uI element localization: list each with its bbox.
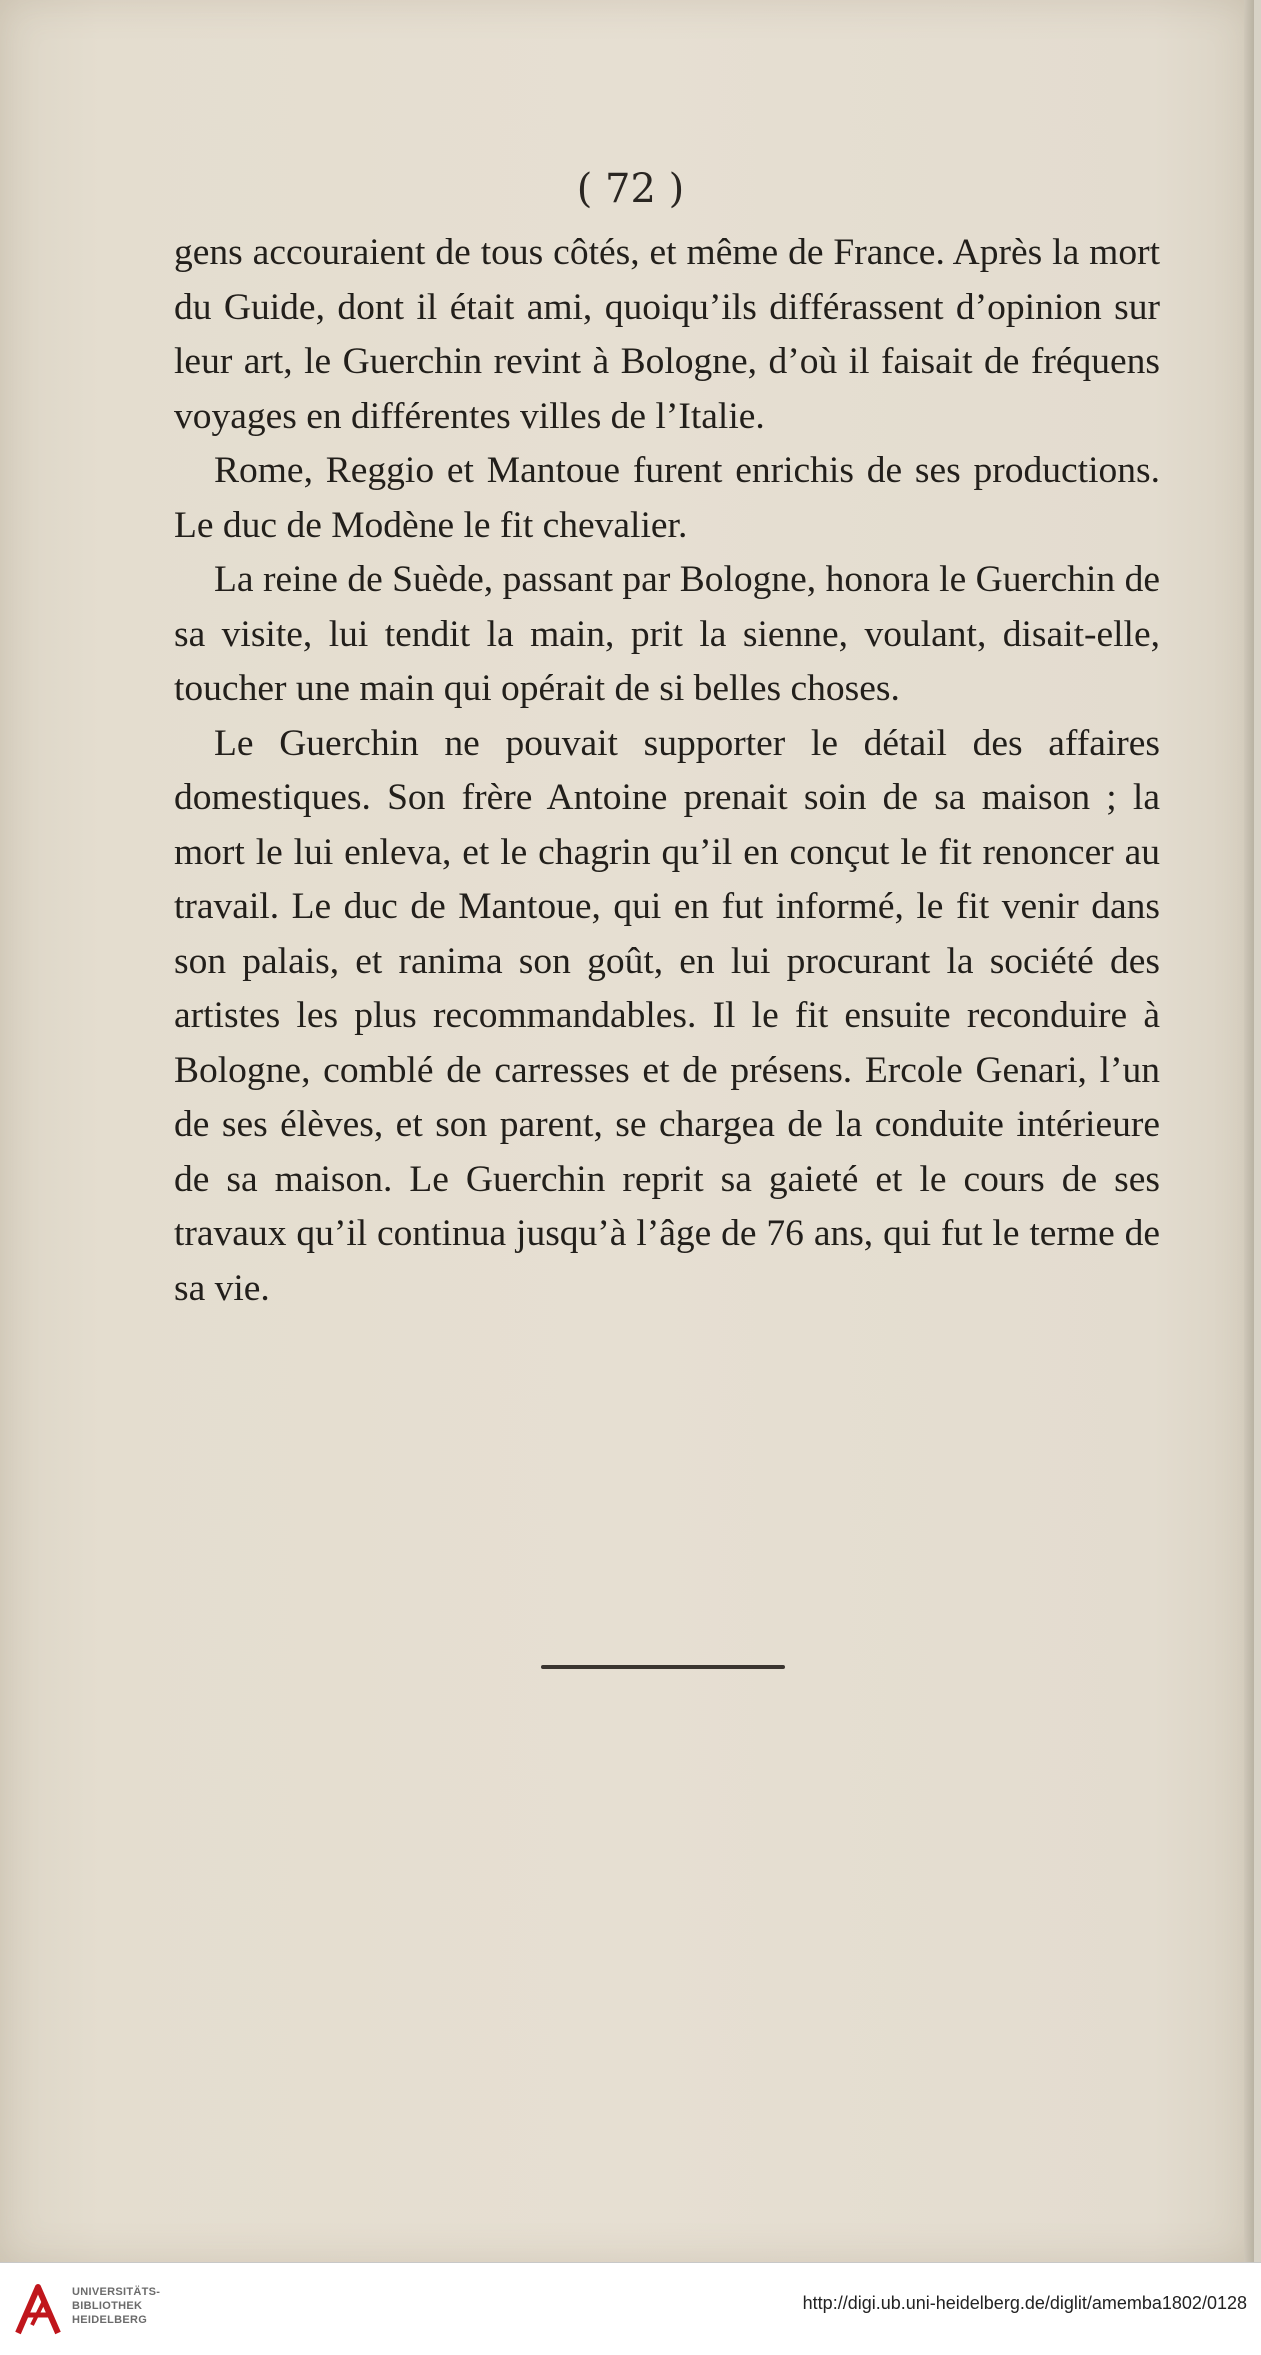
institution-line-1: UNIVERSITÄTS- [72, 2286, 161, 2298]
institution-name [72, 2285, 160, 2327]
institution-line-3: HEIDELBERG [72, 2314, 148, 2326]
paragraph-3: La reine de Suède, passant par Bologne, honora le Guerchin de sa visite, lui tendit la main, prit la sienne, voulant, disait-elle, toucher une main qui opérait de si belles choses. [174, 559, 1160, 709]
paragraph-4: Le Guerchin ne pouvait supporter le détail des affaires domestiques. Son frère Antoine prenait soin de sa maison ; la mort le lui enleva, et le chagrin qu’il en conçut le fit renoncer au travail. Le duc de Mantoue, qui en fut informé, le fit venir dans son palais, et ranima son goût, en lui procurant la société des artistes les plus recommandables. Il le fit ensuite reconduire à Bologne, comblé de carresses et de présens. Ercole Genari, l’un de ses élèves, et son parent, se chargea de la conduite intérieure de sa maison. Le Guerchin reprit sa gaieté et le cours de ses travaux qu’il continua jusqu’à l’âge de 76 ans, qui fut le terme de sa vie. [174, 722, 1160, 1309]
paragraph-1: gens accouraient de tous côtés, et même de France. Après la mort du Guide, dont il était ami, quoiqu’ils différassent d’opinion sur leur art, le Guerchin revint à Bologne, d’où il faisait de fréquens voyages en différentes villes de l’Italie. [174, 232, 1160, 437]
source-url-link[interactable]: http://digi.ub.uni-heidelberg.de/diglit/amemba1802/0128 [802, 2293, 1247, 2313]
body-text [174, 226, 1160, 1316]
end-rule [541, 1665, 785, 1669]
page-edge [1244, 0, 1254, 2262]
page-number: ( 72 ) [576, 166, 685, 212]
institution-line-2: BIBLIOTHEK [72, 2300, 143, 2312]
footer-bar [0, 2262, 1261, 2355]
ub-heidelberg-logo-icon [12, 2279, 64, 2339]
paragraph-2: Rome, Reggio et Mantoue furent enrichis de ses productions. Le duc de Modène le fit chevalier. [174, 450, 1160, 546]
